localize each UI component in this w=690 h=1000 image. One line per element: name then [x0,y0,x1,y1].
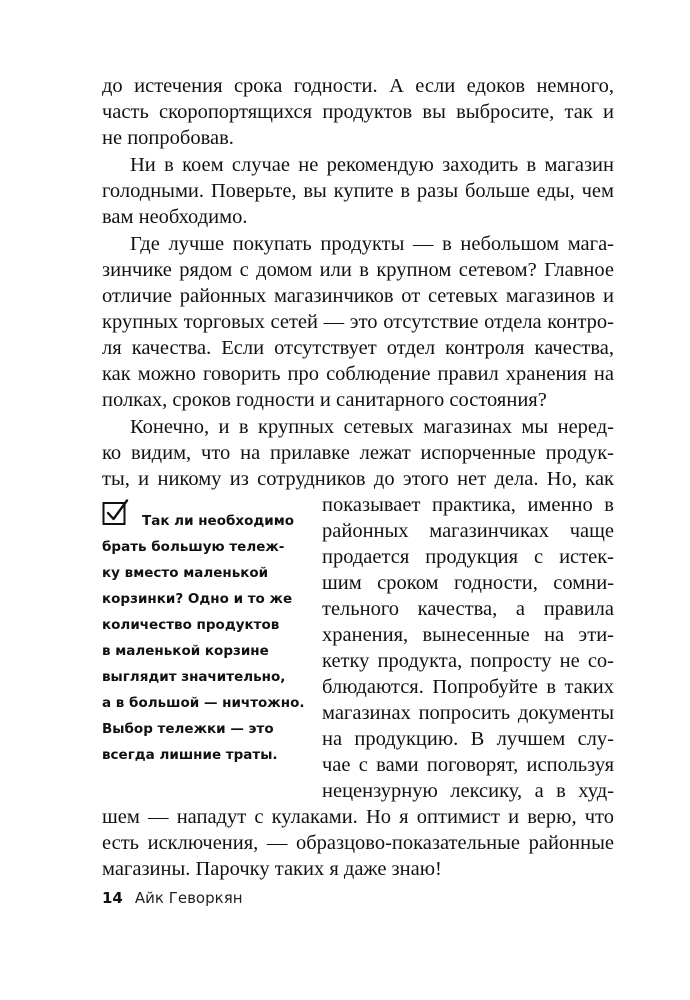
sidebar-line: выглядит значительно, [102,669,286,685]
author-name: Айк Геворкян [134,889,243,907]
text-line: Ни в коем случае не рекомендую заходить в магазин [130,154,614,176]
text-line: отличие районных магазинчиков от сетевых магазинов и [102,285,614,307]
sidebar-line: Так ли необходимо [142,513,295,529]
sidebar-line: в маленькой корзине [102,643,269,659]
sidebar-line: всегда лишние траты. [102,747,278,763]
text-line: крупных торговых сетей — это отсутствие отдела контро- [102,311,614,333]
text-line: вам необходимо. [102,206,248,228]
text-line: зинчике рядом с домом или в крупном сетевом? Главное [102,259,614,281]
text-line: тельного качества, а правила [322,598,614,620]
text-line: ты, и никому из сотрудников до этого нет дела. Но, как [102,468,614,490]
text-line: Конечно, и в крупных сетевых магазинах мы неред- [130,416,614,438]
text-line: не попробовав. [102,127,234,149]
sidebar-line: количество продуктов [102,617,280,633]
sidebar-line: а в большой — ничтожно. [102,695,305,711]
text-line: чае с вами поговорят, используя [322,754,614,776]
text-line: шем — нападут с кулаками. Но я оптимист и верю, что [102,806,614,828]
text-line: районных магазинчиках чаще [322,520,614,542]
text-line: есть исключения, — образцово-показательные районные [102,832,614,854]
text-line: магазины. Парочку таких я даже знаю! [102,858,442,880]
text-line: магазинах попросить документы [322,702,614,724]
text-line: хранения, вынесенные на эти- [322,624,614,646]
text-line: на продукцию. В лучшем слу- [322,728,614,750]
sidebar-line: ку вместо маленькой [102,565,269,581]
text-line: шим сроком годности, сомни- [322,572,614,594]
page-footer [102,886,243,910]
text-line: нецензурную лексику, а в худ- [322,780,614,802]
text-line: ко видим, что на прилавке лежат испорченные продук- [102,442,614,464]
text-line: показывает практика, именно в [322,494,614,516]
sidebar-line: корзинки? Одно и то же [102,591,293,607]
sidebar-line: Выбор тележки — это [102,721,274,737]
text-line: Где лучше покупать продукты — в небольшом мага- [130,233,614,255]
page-number: 14 [102,889,123,907]
sidebar-line: брать большую тележ- [102,539,285,555]
text-line: продается продукция с истек- [322,546,614,568]
text-line: до истечения срока годности. А если едоков немного, [102,75,614,97]
text-line: ля качества. Если отсутствует отдел контроля качества, [102,337,614,359]
text-line: часть скоропортящихся продуктов вы выбросите, так и [102,101,614,123]
text-line: кетку продукта, попросту не со- [322,650,614,672]
text-line: как можно говорить про соблюдение правил хранения на [102,363,614,385]
text-line: полках, сроков годности и санитарного состояния? [102,389,547,411]
checkbox-check-icon [102,498,130,526]
text-line: голодными. Поверьте, вы купите в разы больше еды, чем [102,180,614,202]
text-line: блюдаются. Попробуйте в таких [322,676,614,698]
